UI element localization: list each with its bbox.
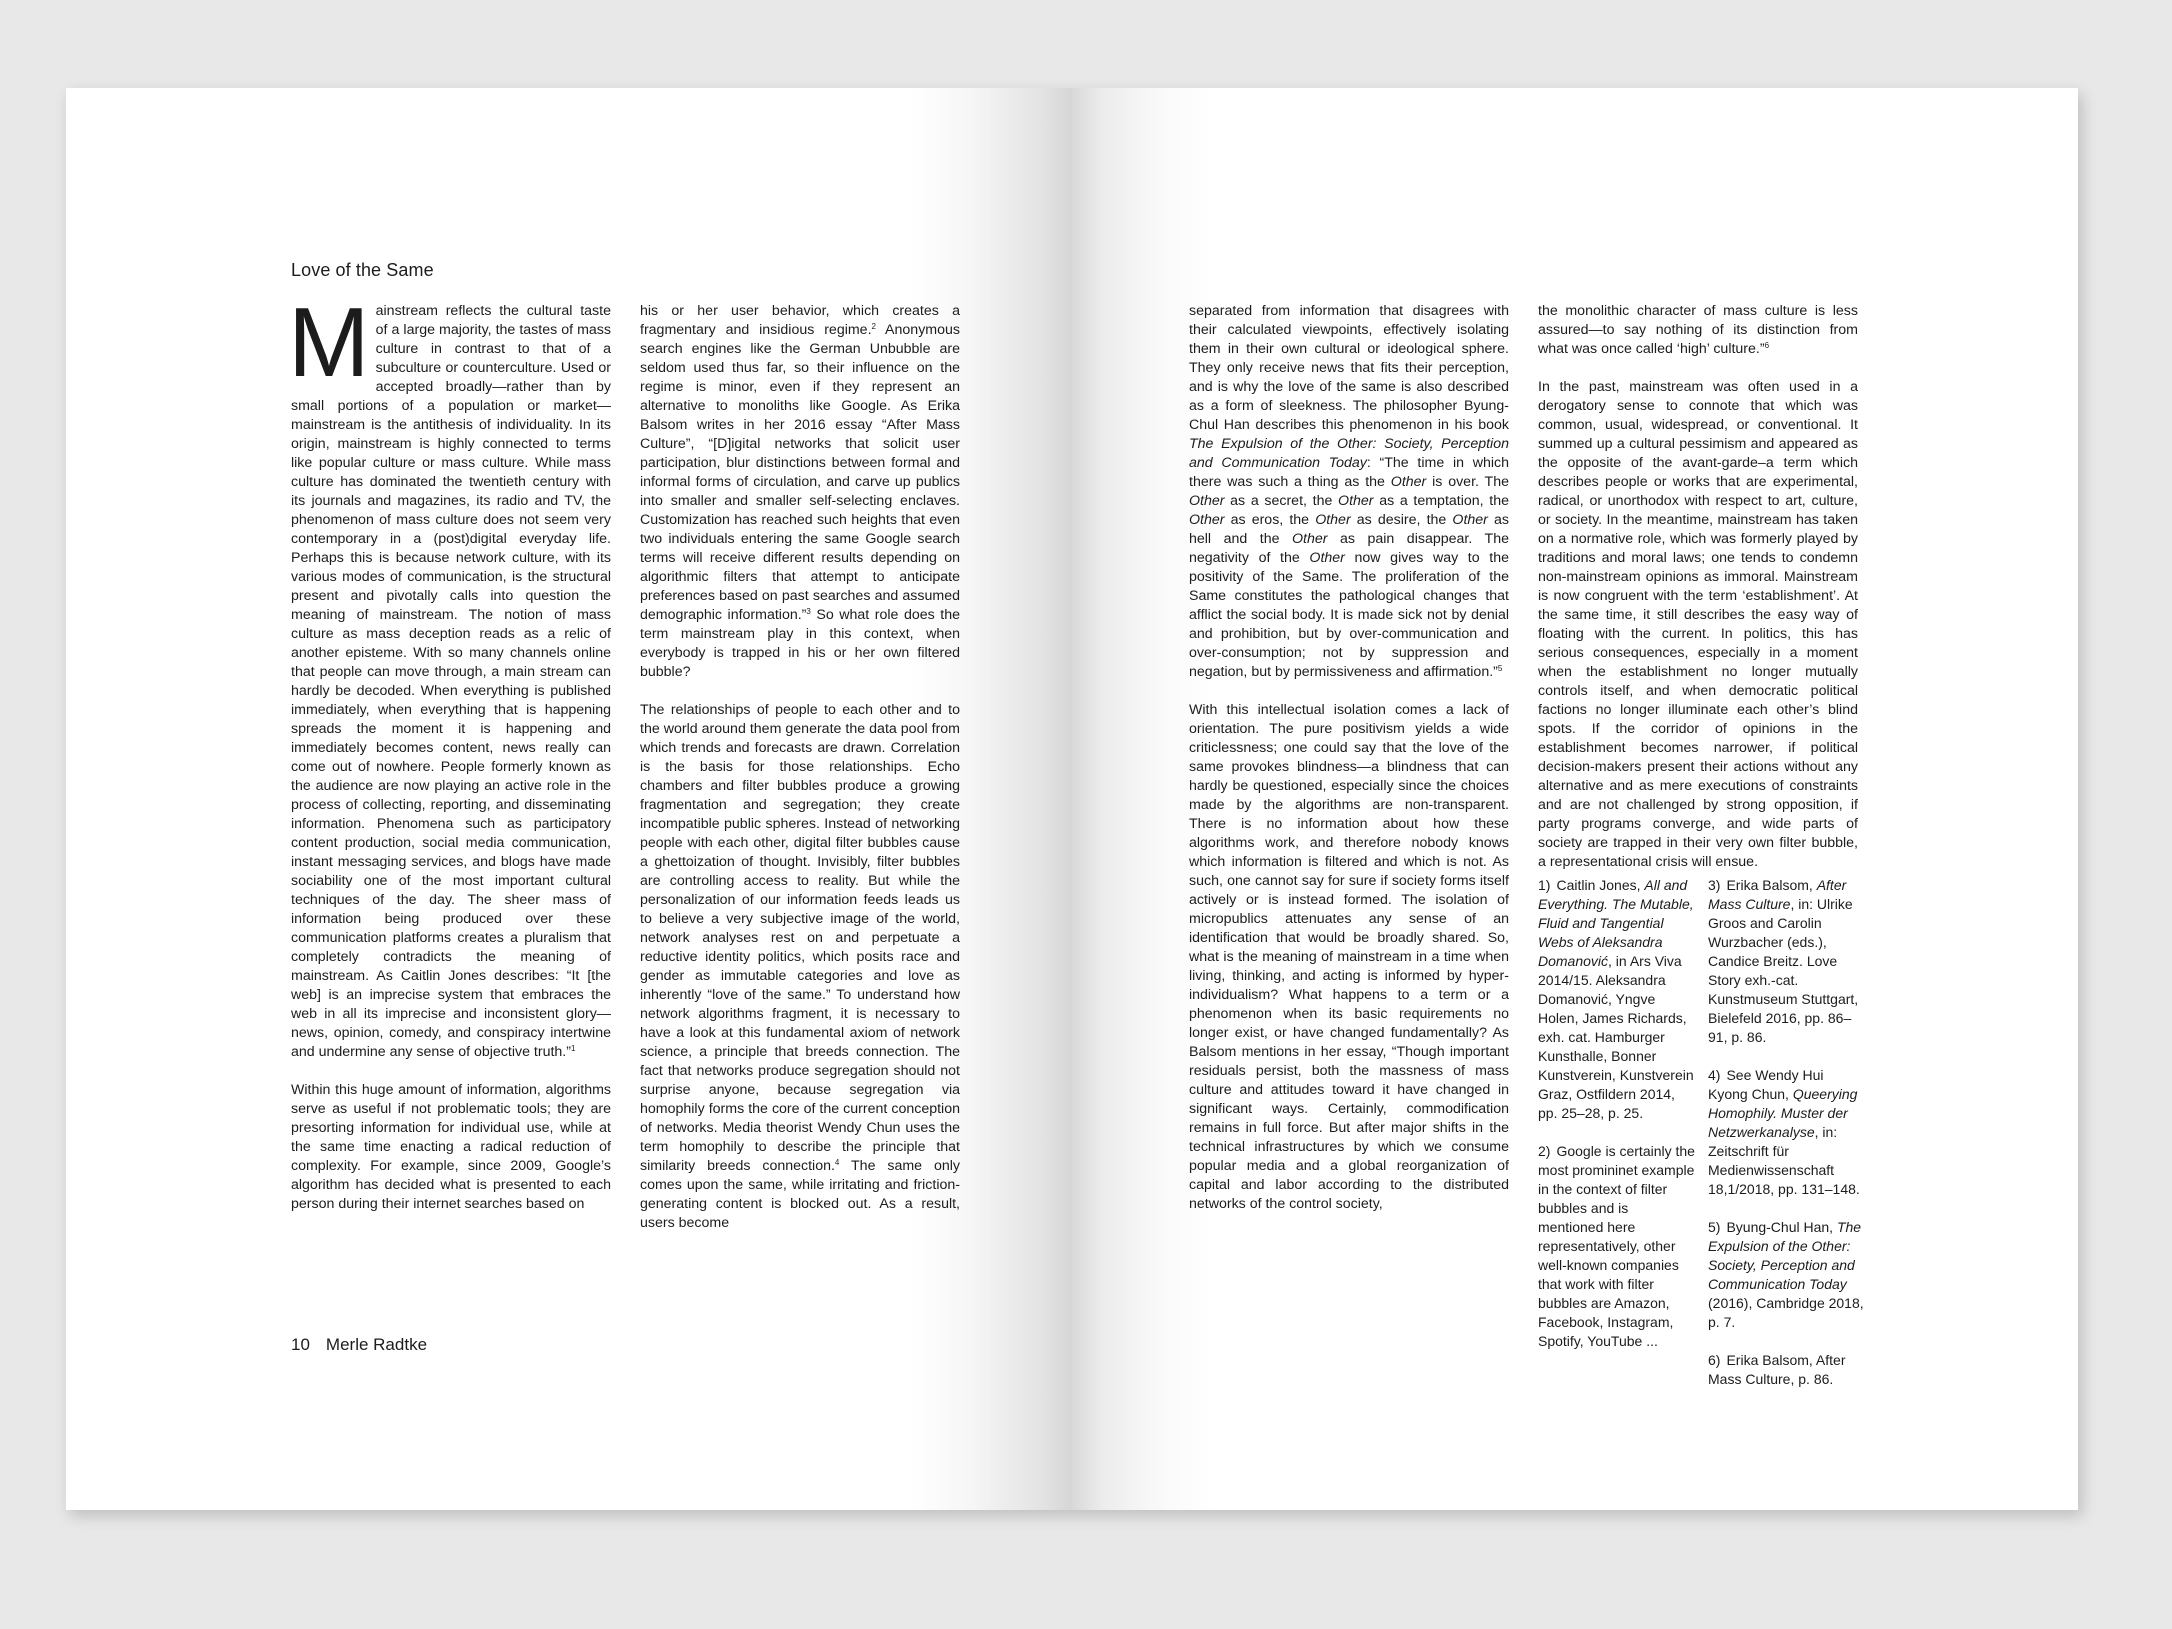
footnotes-column-1 bbox=[1538, 876, 1696, 1370]
footnote: 5) Byung-Chul Han, The Expulsion of the Other: Society, Perception and Communication Today (2016), Cambridge 2018, p. 7. bbox=[1708, 1219, 1864, 1330]
paragraph: Mainstream reflects the cultural taste of a large majority, the tastes of mass culture in contrast to that of a subculture or counterculture. Used or accepted broadly—rather than by small portions of a population or market—mainstream is the antithesis of individuality. In its origin, mainstream is highly connected to terms like popular culture or mass culture. While mass culture has dominated the twentieth century with its journals and magazines, its radio and TV, the phenomenon of mass culture does not seem very contemporary in a (post)digital everyday life. Perhaps this is because network culture, with its various modes of communication, is the structural present and pivotally calls into question the meaning of mainstream. The notion of mass culture as mass deception reads as a relic of another episteme. With so many channels online that people can move through, a main stream can hardly be decoded. When everything is published immediately, when everything that is happening spreads the moment it is happening and immediately becomes content, news really can come out of nowhere. People formerly known as the audience are now playing an active role in the process of collecting, reporting, and disseminating information. Phenomena such as participatory content production, social media communication, instant messaging services, and blogs have made sociability one of the most important cultural techniques of the day. The sheer mass of information being produced over these communication platforms creates a pluralism that completely contradicts the meaning of mainstream. As Caitlin Jones describes: “It [the web] is an imprecise system that embraces the web in all its imprecise and inconsistent glory—news, opinion, comedy, and conspiracy intertwine and undermine any sense of objective truth.”$^1$ bbox=[288, 287, 611, 1060]
footnote-ref: 5 bbox=[1497, 664, 1503, 673]
text-column-2 bbox=[640, 302, 960, 1233]
text-column-1 bbox=[288, 287, 611, 1214]
text-column-3 bbox=[1189, 302, 1509, 1214]
book-spread bbox=[66, 88, 2078, 1510]
right-page bbox=[1072, 88, 2078, 1510]
footnote: 4) See Wendy Hui Kyong Chun, Queerying Homophily. Muster der Netzwerkanalyse, in: Zeitschrift für Medienwissenschaft 18,1/2018, pp. 131–148. bbox=[1708, 1067, 1860, 1197]
footnote-ref: 3 bbox=[806, 607, 811, 616]
paragraph: his or her user behavior, which creates a fragmentary and insidious regime.$^2$ Anonymous search engines like the German Unbubble are seldom used thus far, so their influence on the regime is minor, even if they represent an alternative to monoliths like Google. As Erika Balsom writes in her 2016 essay “After Mass Culture”, “[D]igital networks that solicit user participation, blur distinctions between formal and informal forms of circulation, and carve up publics into smaller and smaller self-selecting enclaves. Customization has reached such heights that even two individuals entering the same Google search terms will receive different results depending on algorithmic filters that attempt to anticipate preferences based on past searches and assumed demographic information.”$^3$ So what role does the term mainstream play in this context, when everybody is trapped in his or her own filtered bubble? bbox=[640, 303, 960, 680]
page-number: 10 bbox=[291, 1335, 310, 1354]
book-title: The Expulsion of the Other: Society, Perception and Communication Today bbox=[1189, 436, 1509, 471]
drop-cap: M bbox=[288, 287, 370, 397]
footnote-ref: 4 bbox=[834, 1158, 840, 1167]
paragraph: separated from information that disagrees with their calculated viewpoints, effectively isolating them in their own cultural or ideological sphere. They only receive news that fits their perception, and is why the love of the same is also described as a form of sleekness. The philosopher Byung-Chul Han describes this phenomenon in his book The Expulsion of the Other: Society, Perception and Communication Today: “The time in which there was such a thing as the Other is over. The Other as a secret, the Other as a temptation, the Other as eros, the Other as desire, the Other as hell and the Other as pain disappear. The negativity of the Other now gives way to the positivity of the Same. The proliferation of the Same constitutes the pathological changes that afflict the social body. It is made sick not by denial and prohibition, but by over-communication and over-consumption; not by suppression and negation, but by permissiveness and affirmation.”$^5$ bbox=[1189, 303, 1510, 680]
footnote: 1) Caitlin Jones, All and Everything. The Mutable, Fluid and Tangential Webs of Aleksandra Domanović, in Ars Viva 2014/15. Aleksandra Domanović, Yngve Holen, James Richards, exh. cat. Hamburger Kunsthalle, Bonner Kunstverein, Kunstverein Graz, Ostfildern 2014, pp. 25–28, p. 25. bbox=[1538, 877, 1694, 1121]
paragraph: Within this huge amount of information, algorithms serve as useful if not problematic tools; they are presorting information for individual use, while at the same time enacting a radical reduction of complexity. For example, since 2009, Google’s algorithm has decided what is presented to each person during their internet searches based on bbox=[291, 1082, 611, 1212]
footnote-ref: 6 bbox=[1764, 341, 1770, 350]
chapter-heading: Love of the Same bbox=[291, 260, 434, 280]
footnote: 6) Erika Balsom, After Mass Culture, p. 86. bbox=[1708, 1352, 1846, 1387]
text-column-4 bbox=[1538, 302, 1858, 872]
left-page bbox=[66, 88, 1072, 1510]
footnote: 3) Erika Balsom, After Mass Culture, in: Ulrike Groos and Carolin Wurzbacher (eds.), Candice Breitz. Love Story exh.-cat. Kunstmuseum Stuttgart, Bielefeld 2016, pp. 86–91, p. 86. bbox=[1708, 877, 1859, 1045]
page-footer bbox=[291, 1335, 427, 1355]
paragraph: the monolithic character of mass culture is less assured—to say nothing of its distinction from what was once called ‘high’ culture.”$^6$ bbox=[1538, 303, 1858, 357]
footnote: 2) Google is certainly the most promininet example in the context of filter bubbles and is mentioned here representatively, other well-known companies that work with filter bubbles are Amazon, Facebook, Instagram, Spotify, YouTube ... bbox=[1538, 1143, 1695, 1349]
paragraph: With this intellectual isolation comes a lack of orientation. The pure positivism yields a wide criticlessness; one could say that the love of the same provokes blindness—a blindness that can hardly be questioned, especially since the choices made by the algorithms are non-transparent. There is no information about how these algorithms work, and therefore nobody knows which information is filtered and which is not. As such, one cannot say for sure if society forms itself actively or is instead formed. The isolation of micropublics attenuates any sense of an identification that would be broadly shared. So, what is the meaning of mainstream in a time when living, thinking, and acting is informed by hyper-individualism? What happens to a term or a phenomenon when its basic requirements no longer exist, or have changed fundamentally? As Balsom mentions in her essay, “Though important residuals persist, both the massness of mass culture and attitudes toward it have changed in significant ways. Certainly, commodification remains in full force. But after major shifts in the technical infrastructures by which we consume popular media and a global reorganization of capital and labor according to the distributed networks of the control society, bbox=[1189, 702, 1509, 1212]
author-name: Merle Radtke bbox=[325, 1335, 428, 1354]
paragraph: The relationships of people to each other and to the world around them generate the data pool from which trends and forecasts are drawn. Correlation is the basis for those relationships. Echo chambers and filter bubbles produce a growing fragmentation and segregation; they create incompatible public spheres. Instead of networking people with each other, digital filter bubbles cause a ghettoization of thought. Invisibly, filter bubbles are controlling access to reality. But while the personalization of our information feeds leads us to believe a very subjective image of the world, network analyses rest on and perpetuate a reductive identity politics, which posits race and gender as immutable categories and love as inherently “love of the same.” To understand how network algorithms fragment, it is necessary to have a look at this fundamental axiom of network science, a principle that breeds connection. The fact that networks produce segregation should not surprise anyone, because segregation via homophily forms the core of the current conception of networks. Media theorist Wendy Chun uses the term homophily to describe the principle that similarity breeds connection.$^4$ The same only comes upon the same, while irritating and friction-generating content is blocked out. As a result, users become bbox=[640, 702, 960, 1231]
footnote-ref: 1 bbox=[570, 1044, 576, 1053]
footnotes-column-2 bbox=[1708, 876, 1866, 1408]
footnote-ref: 2 bbox=[871, 322, 876, 331]
paragraph: In the past, mainstream was often used in a derogatory sense to connote that which was common, usual, widespread, or conventional. It summed up a cultural pessimism and appeared as the opposite of the avant-garde–a term which describes people or works that are experimental, radical, or unorthodox with respect to art, culture, or society. In the meantime, mainstream has taken on a normative role, which was formerly played by traditions and moral laws; one tends to condemn non-mainstream opinions as immoral. Mainstream is now congruent with the term ‘establishment’. At the same time, it still describes the easy way of floating with the current. In politics, this has serious consequences, especially in a moment when the establishment no longer mutually controls itself, and when democratic political factions no longer illuminate each other’s blind spots. If the corridor of opinions in the establishment becomes narrower, if political decision-makers present their actions without any alternative and as mere executions of constraints and are not challenged by strong opposition, if party programs converge, and wide parts of society are trapped in their very own filter bubble, a representational crisis will ensue. bbox=[1538, 379, 1858, 870]
